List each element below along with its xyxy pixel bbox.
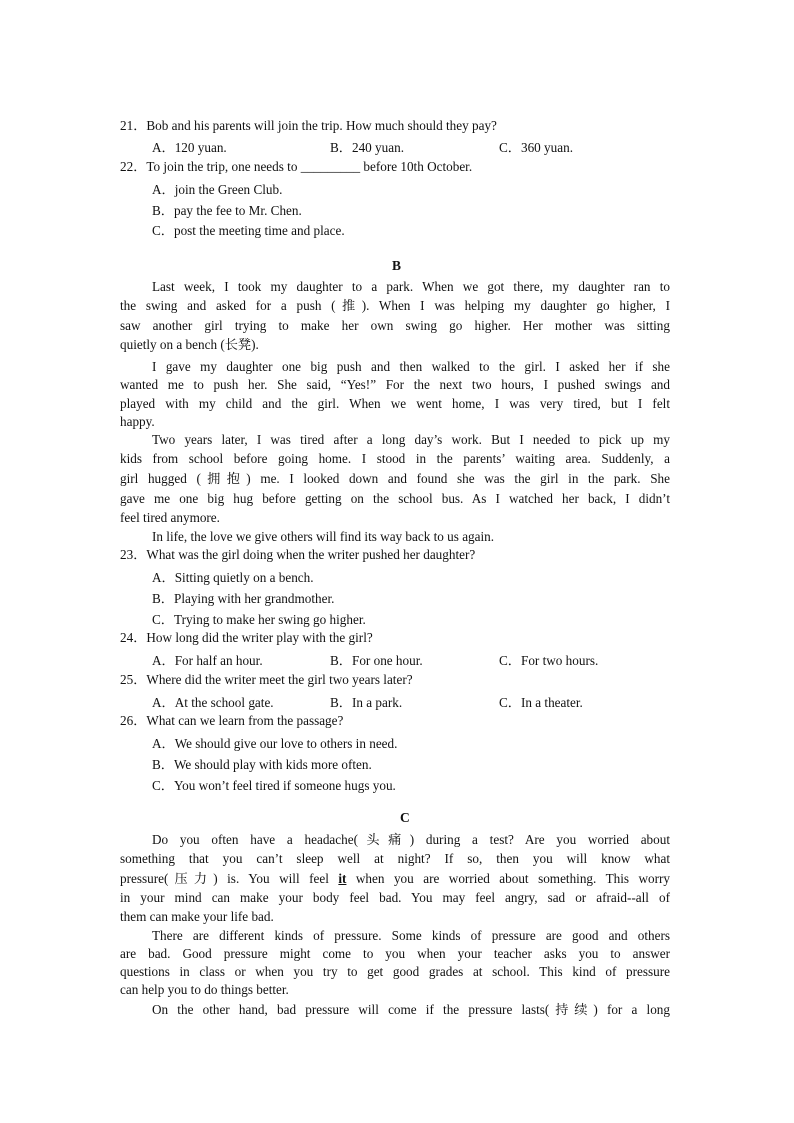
q24-option-b: B．For one hour.: [330, 653, 423, 668]
passage-b-line: Two years later, I was tired after a long day’s work. But I needed to pick up my: [152, 432, 670, 447]
passage-c-line: There are different kinds of pressure. Some kinds of pressure are good and others: [152, 928, 670, 943]
passage-c-line: Do you often have a headache(头痛) during a test? Are you worried about: [152, 832, 670, 847]
passage-b-line: happy.: [120, 414, 155, 429]
q24-option-a: A．For half an hour.: [152, 653, 263, 668]
q23-option-b: B．Playing with her grandmother.: [152, 591, 335, 606]
q23-option-c: C．Trying to make her swing go higher.: [152, 612, 366, 627]
passage-c-line: in your mind can make your body feel bad. You may feel angry, sad or afraid--all of: [120, 890, 670, 905]
question-21: 21．Bob and his parents will join the trip. How much should they pay?: [120, 118, 497, 133]
passage-c-text: when you are worried about something. This worry: [346, 871, 670, 886]
q21-option-b: B．240 yuan.: [330, 140, 404, 155]
q26-option-b: B．We should play with kids more often.: [152, 757, 372, 772]
q22-option-a: A．join the Green Club.: [152, 182, 283, 197]
q23-option-a: A．Sitting quietly on a bench.: [152, 570, 314, 585]
q22-option-c: C．post the meeting time and place.: [152, 223, 345, 238]
section-c-heading: C: [400, 810, 410, 825]
passage-c-text: pressure(压力) is. You will feel: [120, 871, 339, 886]
q25-option-b: B．In a park.: [330, 695, 403, 710]
q25-option-a: A．At the school gate.: [152, 695, 274, 710]
passage-b-line: saw another girl trying to make her own swing go higher. Her mother was sitting: [120, 318, 670, 333]
q26-option-a: A．We should give our love to others in need.: [152, 736, 398, 751]
question-26: 26．What can we learn from the passage?: [120, 713, 344, 728]
passage-c-line: something that you can’t sleep well at night? If so, then you will know what: [120, 851, 670, 866]
passage-b-line: played with my child and the girl. When we went home, I was very tired, but I felt: [120, 396, 670, 411]
passage-c-line: questions in class or when you try to get good grades at school. This kind of pressure: [120, 964, 670, 979]
passage-b-line: wanted me to push her. She said, “Yes!” For the next two hours, I pushed swings and: [120, 377, 670, 392]
passage-c-line: are bad. Good pressure might come to you when your teacher asks you to answer: [120, 946, 670, 961]
question-25: 25．Where did the writer meet the girl two years later?: [120, 672, 413, 687]
passage-c-line: [120, 869, 670, 888]
passage-b-line: quietly on a bench (长凳).: [120, 337, 259, 352]
passage-b-line: feel tired anymore.: [120, 510, 220, 525]
q21-option-a: A．120 yuan.: [152, 140, 227, 155]
q25-option-c: C．In a theater.: [499, 695, 583, 710]
question-23: 23．What was the girl doing when the writer pushed her daughter?: [120, 547, 476, 562]
question-22: 22．To join the trip, one needs to _________ before 10th October.: [120, 159, 473, 174]
passage-b-line: girl hugged (拥抱) me. I looked down and found she was the girl in the park. She: [120, 471, 670, 486]
passage-b-line: Last week, I took my daughter to a park. When we got there, my daughter ran to: [152, 279, 670, 294]
passage-b-line: I gave my daughter one big push and then walked to the girl. I asked her if she: [152, 359, 670, 374]
passage-c-line: can help you to do things better.: [120, 982, 289, 997]
passage-c-line: them can make your life bad.: [120, 909, 274, 924]
q24-option-c: C．For two hours.: [499, 653, 599, 668]
passage-c-line: On the other hand, bad pressure will come if the pressure lasts(持续) for a long: [152, 1002, 670, 1017]
section-b-heading: B: [392, 258, 402, 273]
q26-option-c: C．You won’t feel tired if someone hugs you.: [152, 778, 396, 793]
q21-option-c: C．360 yuan.: [499, 140, 573, 155]
passage-b-line: gave me one big hug before getting on the school bus. As I watched her back, I didn’t: [120, 491, 670, 506]
q22-option-b: B．pay the fee to Mr. Chen.: [152, 203, 302, 218]
question-24: 24．How long did the writer play with the girl?: [120, 630, 373, 645]
passage-b-line: the swing and asked for a push (推). When I was helping my daughter go higher, I: [120, 298, 670, 313]
passage-b-line: kids from school before going home. I stood in the parents’ waiting area. Suddenly, a: [120, 451, 670, 466]
underlined-word-it: it: [338, 871, 347, 886]
passage-b-line: In life, the love we give others will find its way back to us again.: [152, 529, 495, 544]
